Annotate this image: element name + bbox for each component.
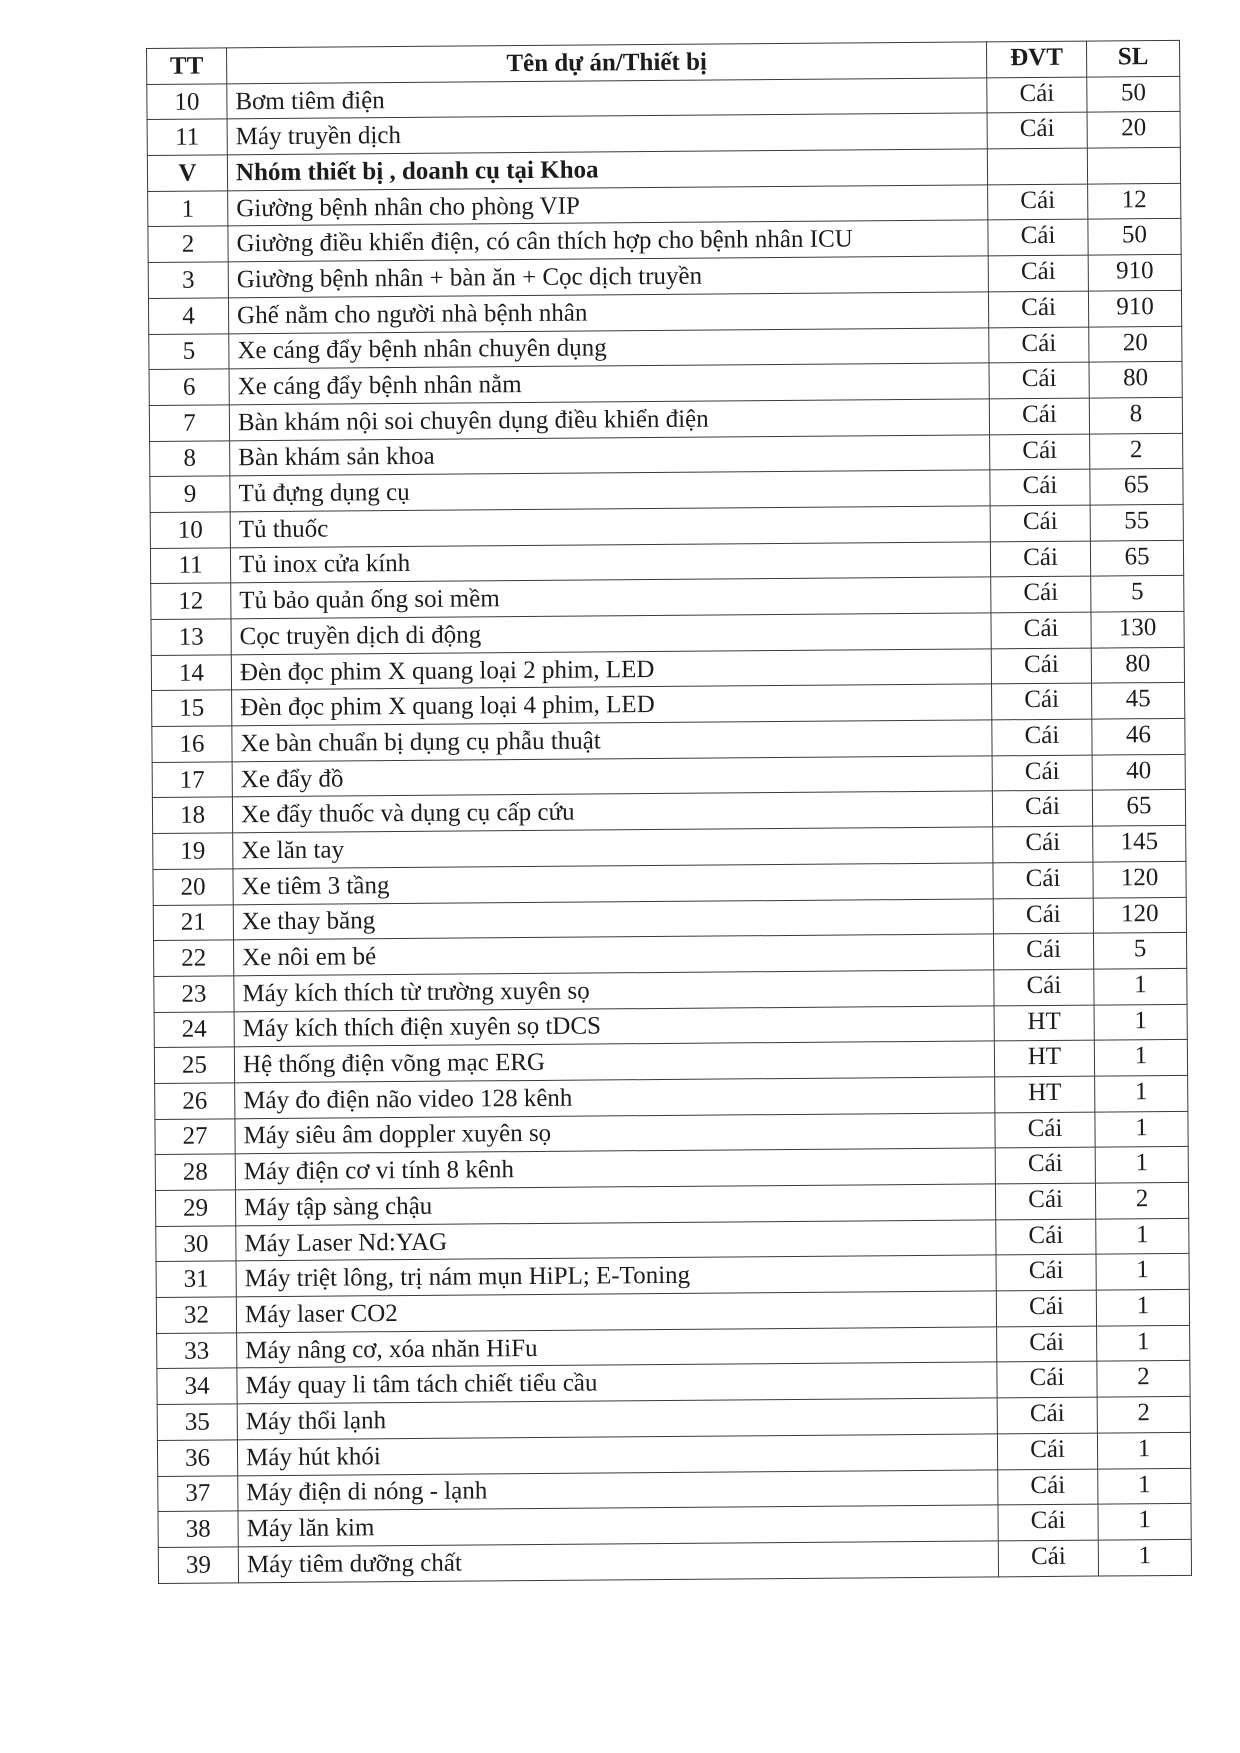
row-unit: Cái [991,576,1091,612]
row-tt: 26 [155,1083,235,1119]
row-unit: Cái [990,541,1090,577]
row-tt: V [147,155,227,191]
row-name: Tủ đựng dụng cụ [230,470,990,512]
row-name: Xe thay băng [233,898,993,940]
row-unit: Cái [990,505,1090,541]
row-name: Cọc truyền dịch di động [231,613,991,655]
row-name: Tủ inox cửa kính [230,542,990,584]
table-body [147,76,1192,1583]
row-qty: 120 [1093,897,1186,933]
row-qty: 910 [1088,255,1181,291]
row-tt: 31 [156,1261,236,1297]
row-tt: 30 [156,1226,236,1262]
row-tt: 6 [149,369,229,405]
row-unit: Cái [993,898,1093,934]
row-tt: 11 [147,119,227,155]
row-qty: 20 [1089,326,1182,362]
row-tt: 39 [158,1547,238,1583]
row-name: Bàn khám nội soi chuyên dụng điều khiển điện [229,399,989,441]
row-qty: 45 [1092,683,1185,719]
header-tt: TT [147,48,227,84]
row-unit: Cái [989,398,1089,434]
row-unit: Cái [991,648,1091,684]
row-name: Máy truyền dịch [227,113,987,155]
row-qty: 145 [1093,825,1186,861]
row-name: Xe tiêm 3 tầng [233,863,993,905]
row-name: Máy kích thích từ trường xuyên sọ [234,970,994,1012]
row-tt: 33 [157,1333,237,1369]
header-name: Tên dự án/Thiết bị [227,42,987,84]
row-tt: 2 [148,226,228,262]
row-unit: HT [994,1005,1094,1041]
row-unit: Cái [998,1504,1098,1540]
row-qty: 1 [1098,1504,1191,1540]
row-name: Máy điện di nóng - lạnh [238,1469,998,1511]
row-unit: Cái [995,1112,1095,1148]
row-tt: 9 [150,476,230,512]
row-name: Xe cáng đẩy bệnh nhân nằm [229,363,989,405]
row-unit: Cái [989,327,1089,363]
row-unit: Cái [997,1433,1097,1469]
row-qty: 80 [1091,647,1184,683]
row-unit: Cái [989,362,1089,398]
row-tt: 15 [152,690,232,726]
row-qty: 1 [1096,1289,1189,1325]
row-name: Xe đẩy thuốc và dụng cụ cấp cứu [232,791,992,833]
row-unit: Cái [995,1147,1095,1183]
row-qty: 12 [1088,183,1181,219]
row-qty: 1 [1094,1040,1187,1076]
row-name: Máy hút khói [237,1434,997,1476]
row-tt: 23 [154,976,234,1012]
row-name: Máy thổi lạnh [237,1398,997,1440]
row-tt: 25 [154,1047,234,1083]
row-tt: 12 [151,583,231,619]
row-qty: 20 [1087,112,1180,148]
row-qty: 1 [1097,1432,1190,1468]
row-unit: Cái [988,255,1088,291]
row-name: Máy siêu âm doppler xuyên sọ [235,1112,995,1154]
row-name: Nhóm thiết bị , doanh cụ tại Khoa [227,149,987,191]
row-name: Bơm tiêm điện [227,78,987,120]
row-qty: 8 [1089,397,1182,433]
row-unit: Cái [990,469,1090,505]
row-tt: 22 [154,940,234,976]
row-name: Máy đo điện não video 128 kênh [235,1077,995,1119]
row-tt: 28 [155,1154,235,1190]
row-qty: 120 [1093,861,1186,897]
row-qty: 46 [1092,718,1185,754]
row-tt: 10 [150,512,230,548]
row-tt: 34 [157,1368,237,1404]
row-name: Xe đẩy đồ [232,756,992,798]
row-tt: 38 [158,1511,238,1547]
row-unit: Cái [992,719,1092,755]
row-tt: 14 [151,655,231,691]
row-name: Hệ thống điện võng mạc ERG [234,1041,994,1083]
row-unit: Cái [997,1326,1097,1362]
row-qty: 55 [1090,504,1183,540]
row-qty: 80 [1089,362,1182,398]
row-tt: 3 [148,262,228,298]
row-qty: 50 [1088,219,1181,255]
row-name: Tủ thuốc [230,506,990,548]
row-unit: Cái [993,862,1093,898]
row-tt: 7 [149,405,229,441]
row-unit: Cái [988,291,1088,327]
row-unit: Cái [987,77,1087,113]
row-qty: 1 [1094,968,1187,1004]
row-name: Đèn đọc phim X quang loại 2 phim, LED [231,649,991,691]
row-qty: 1 [1094,1004,1187,1040]
row-name: Máy triệt lông, trị nám mụn HiPL; E-Toning [236,1255,996,1297]
row-unit: Cái [992,683,1092,719]
row-name: Giường bệnh nhân + bàn ăn + Cọc dịch truyền [228,256,988,298]
row-name: Bàn khám sản khoa [230,434,990,476]
row-name: Máy tập sàng chậu [235,1184,995,1226]
row-qty: 1 [1098,1468,1191,1504]
row-name: Xe nôi em bé [234,934,994,976]
row-name: Tủ bảo quản ống soi mềm [231,577,991,619]
row-qty: 40 [1092,754,1185,790]
row-name: Máy lăn kim [238,1505,998,1547]
row-unit: Cái [997,1397,1097,1433]
row-unit: Cái [998,1540,1098,1576]
row-name: Máy quay li tâm tách chiết tiểu cầu [237,1362,997,1404]
row-tt: 37 [158,1475,238,1511]
row-name: Giường bệnh nhân cho phòng VIP [228,185,988,227]
row-unit: HT [994,1040,1094,1076]
row-tt: 20 [153,869,233,905]
row-name: Máy tiêm dưỡng chất [238,1541,998,1583]
header-unit: ĐVT [986,41,1086,77]
row-name: Máy Laser Nd:YAG [236,1220,996,1262]
row-name: Đèn đọc phim X quang loại 4 phim, LED [232,684,992,726]
row-tt: 18 [152,797,232,833]
row-tt: 17 [152,762,232,798]
row-unit: Cái [996,1254,1096,1290]
equipment-table [146,40,1192,1584]
row-tt: 21 [153,904,233,940]
row-qty: 1 [1096,1254,1189,1290]
row-qty: 1 [1097,1325,1190,1361]
row-qty: 65 [1090,469,1183,505]
table-row [158,1539,1191,1583]
row-qty: 2 [1097,1361,1190,1397]
row-qty: 50 [1087,76,1180,112]
row-tt: 19 [153,833,233,869]
row-qty: 130 [1091,611,1184,647]
row-qty: 5 [1093,933,1186,969]
row-unit: Cái [993,933,1093,969]
row-qty: 65 [1090,540,1183,576]
row-tt: 24 [154,1011,234,1047]
row-qty: 2 [1095,1182,1188,1218]
row-name: Xe lăn tay [233,827,993,869]
row-qty: 910 [1088,290,1181,326]
row-qty: 1 [1095,1111,1188,1147]
row-unit: Cái [996,1290,1096,1326]
row-tt: 35 [157,1404,237,1440]
row-unit: HT [995,1076,1095,1112]
row-unit: Cái [998,1469,1098,1505]
row-qty: 5 [1091,576,1184,612]
row-unit: Cái [995,1183,1095,1219]
row-qty: 2 [1090,433,1183,469]
row-tt: 13 [151,619,231,655]
row-tt: 36 [157,1440,237,1476]
row-name: Máy điện cơ vi tính 8 kênh [235,1148,995,1190]
row-tt: 32 [156,1297,236,1333]
row-unit: Cái [992,791,1092,827]
row-tt: 16 [152,726,232,762]
row-tt: 4 [148,298,228,334]
row-unit: Cái [992,755,1092,791]
row-unit: Cái [996,1219,1096,1255]
row-tt: 10 [147,84,227,120]
row-qty: 1 [1096,1218,1189,1254]
row-unit: Cái [988,220,1088,256]
row-unit: Cái [990,434,1090,470]
row-name: Xe bàn chuẩn bị dụng cụ phẫu thuật [232,720,992,762]
row-qty: 1 [1095,1075,1188,1111]
row-qty [1087,147,1180,183]
row-tt: 27 [155,1118,235,1154]
row-name: Máy laser CO2 [236,1291,996,1333]
row-name: Máy kích thích điện xuyên sọ tDCS [234,1005,994,1047]
row-tt: 11 [150,547,230,583]
row-unit [987,148,1087,184]
row-unit: Cái [994,969,1094,1005]
row-name: Giường điều khiển điện, có cân thích hợp cho bệnh nhân ICU [228,220,988,262]
row-name: Ghế nằm cho người nhà bệnh nhân [228,292,988,334]
row-unit: Cái [997,1362,1097,1398]
row-unit: Cái [987,112,1087,148]
row-qty: 1 [1095,1147,1188,1183]
row-tt: 1 [148,191,228,227]
row-unit: Cái [988,184,1088,220]
row-unit: Cái [991,612,1091,648]
row-name: Xe cáng đẩy bệnh nhân chuyên dụng [229,327,989,369]
row-tt: 5 [149,333,229,369]
header-qty: SL [1086,40,1179,76]
row-tt: 29 [155,1190,235,1226]
row-name: Máy nâng cơ, xóa nhăn HiFu [237,1327,997,1369]
row-qty: 1 [1098,1539,1191,1575]
row-qty: 65 [1092,790,1185,826]
row-qty: 2 [1097,1396,1190,1432]
row-unit: Cái [993,826,1093,862]
row-tt: 8 [150,440,230,476]
